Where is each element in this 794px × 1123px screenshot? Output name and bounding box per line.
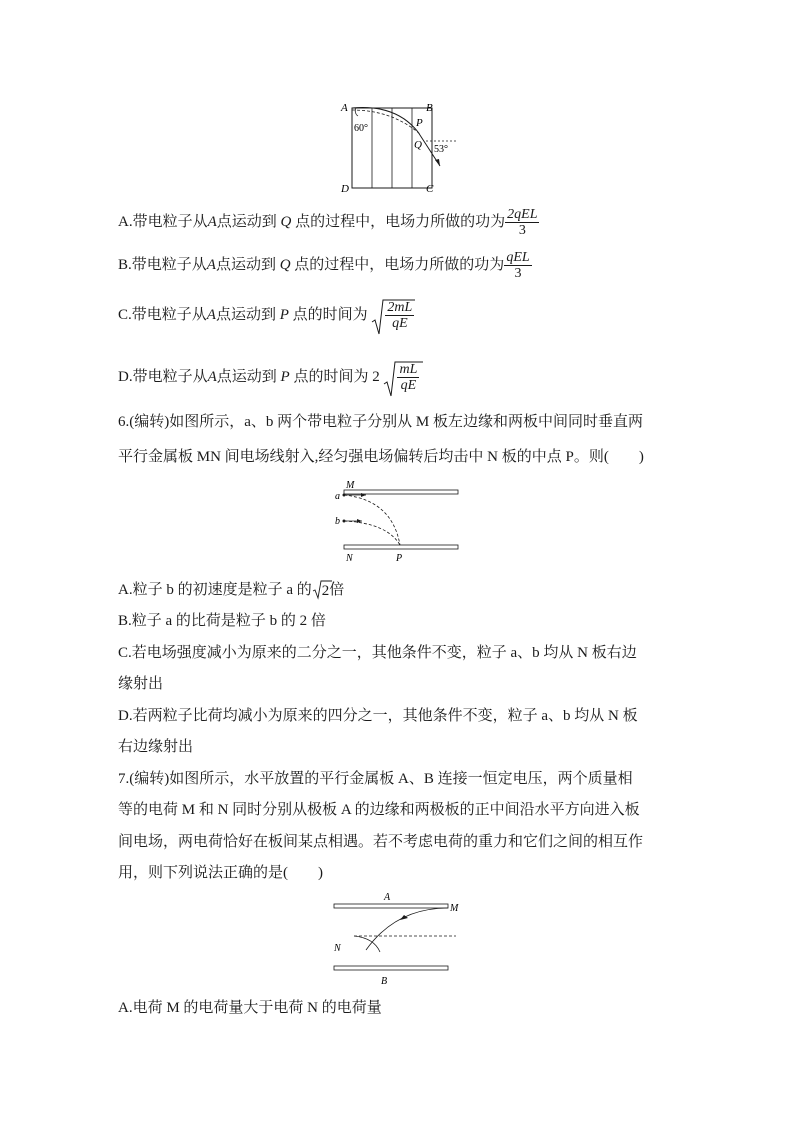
q5-d-end: 点的时间为 bbox=[293, 368, 369, 385]
fig1-angle-53: 53° bbox=[434, 144, 448, 155]
q5-b-mid: 点运动到 bbox=[215, 256, 276, 273]
q5-d-mid: 点运动到 bbox=[216, 368, 277, 385]
q6-option-c-line1: C.若电场强度减小为原来的二分之一，其他条件不变，粒子 a、b 均从 N 板右边 bbox=[118, 645, 637, 661]
q5-c-sqrt bbox=[371, 300, 414, 331]
q5-a-mid: 点运动到 bbox=[216, 213, 277, 230]
fig1-label-Q: Q bbox=[414, 139, 422, 151]
q5-b-denominator: 3 bbox=[514, 266, 522, 281]
q7-stem-line2: 等的电荷 M 和 N 同时分别从极板 A 的边缘和两极板的正中间沿水平方向进入板 bbox=[118, 802, 640, 818]
q5-a-q: Q bbox=[280, 213, 292, 230]
q6-stem-line2: 平行金属板 MN 间电场线射入,经匀强电场偏转后均击中 N 板的中点 P。则( ) bbox=[118, 449, 644, 465]
fig1-label-C: C bbox=[426, 183, 434, 195]
q6-a-text: A.粒子 b 的初速度是粒子 a 的 bbox=[118, 582, 312, 598]
q5-d-coefficient: 2 bbox=[372, 368, 380, 385]
q7-stem-line3: 间电场，两电荷恰好在板间某点相遇。若不考虑电荷的重力和它们之间的相互作 bbox=[118, 834, 644, 850]
fig1-label-A: A bbox=[341, 102, 348, 114]
q5-c-numerator: 2mL bbox=[387, 300, 413, 315]
q5-b-end: 点的过程中，电场力所做的功为 bbox=[294, 256, 505, 273]
q5-d-text: D.带电粒子从 bbox=[118, 368, 208, 385]
q6-fig-label-b: b bbox=[335, 516, 340, 527]
q5-c-end: 点的时间为 bbox=[292, 306, 368, 323]
q5-b-text: B.带电粒子从 bbox=[118, 256, 207, 273]
q5-d-sqrt bbox=[383, 362, 419, 393]
q5-a-text: A.带电粒子从 bbox=[118, 213, 208, 230]
q7-fig-label-N: N bbox=[334, 943, 341, 954]
q5-b-fraction bbox=[504, 250, 531, 281]
q6-a-sqrt bbox=[312, 581, 330, 601]
q6-fig-label-M: M bbox=[346, 480, 355, 491]
q6-fig-label-P: P bbox=[396, 553, 403, 564]
q5-a-point: A bbox=[207, 213, 217, 230]
q7-stem-line4: 用，则下列说法正确的是( ) bbox=[118, 865, 323, 881]
q6-a-radicand: 2 bbox=[321, 582, 330, 599]
q7-stem-line1: 7.(编转)如图所示，水平放置的平行金属板 A、B 连接一恒定电压，两个质量相 bbox=[118, 771, 633, 787]
fig1-label-B: B bbox=[426, 102, 433, 114]
fig1-label-P: P bbox=[416, 117, 423, 129]
q6-stem-line1: 6.(编转)如图所示，a、b 两个带电粒子分别从 M 板左边缘和两板中间同时垂直两 bbox=[118, 414, 643, 430]
q5-d-p: P bbox=[280, 368, 290, 385]
fig1-label-D: D bbox=[341, 183, 349, 195]
q7-fig-label-B: B bbox=[381, 976, 388, 987]
q6-a-end: 倍 bbox=[329, 582, 345, 598]
q5-a-fraction bbox=[505, 207, 539, 238]
fig1-angle-60: 60° bbox=[354, 123, 368, 134]
q5-option-b bbox=[118, 250, 532, 281]
q5-b-numerator: qEL bbox=[506, 250, 530, 265]
q5-option-a bbox=[118, 207, 539, 238]
q5-c-mid: 点运动到 bbox=[215, 306, 276, 323]
q5-option-c bbox=[118, 300, 414, 331]
q5-c-denominator: qE bbox=[392, 316, 408, 331]
q6-option-b: B.粒子 a 的比荷是粒子 b 的 2 倍 bbox=[118, 613, 326, 629]
q5-b-point: A bbox=[206, 256, 216, 273]
q5-option-d bbox=[118, 362, 419, 393]
q6-fig-label-N: N bbox=[346, 553, 353, 564]
q6-fig-label-a: a bbox=[335, 491, 340, 502]
q6-option-d-line2: 右边缘射出 bbox=[118, 739, 194, 755]
q5-b-q: Q bbox=[279, 256, 291, 273]
q5-a-numerator: 2qEL bbox=[507, 207, 538, 222]
q5-d-point: A bbox=[207, 368, 217, 385]
q6-option-a bbox=[118, 580, 344, 601]
q5-c-text: C.带电粒子从 bbox=[118, 306, 207, 323]
q5-a-denominator: 3 bbox=[518, 223, 526, 238]
q6-option-c-line2: 缘射出 bbox=[118, 676, 164, 692]
q7-fig-label-M: M bbox=[450, 903, 459, 914]
q5-c-p: P bbox=[279, 306, 289, 323]
q7-plates-figure bbox=[326, 888, 476, 988]
q6-option-d-line1: D.若两粒子比荷均减小为原来的四分之一，其他条件不变，粒子 a、b 均从 N 板 bbox=[118, 708, 638, 724]
q7-fig-label-A: A bbox=[384, 892, 391, 903]
field-region-figure bbox=[336, 96, 466, 196]
q6-plates-figure bbox=[332, 478, 462, 566]
q5-a-end: 点的过程中，电场力所做的功为 bbox=[295, 213, 506, 230]
q5-d-numerator: mL bbox=[399, 362, 418, 377]
q5-d-denominator: qE bbox=[400, 378, 417, 393]
q5-c-point: A bbox=[206, 306, 216, 323]
q7-option-a: A.电荷 M 的电荷量大于电荷 N 的电荷量 bbox=[118, 1000, 382, 1016]
